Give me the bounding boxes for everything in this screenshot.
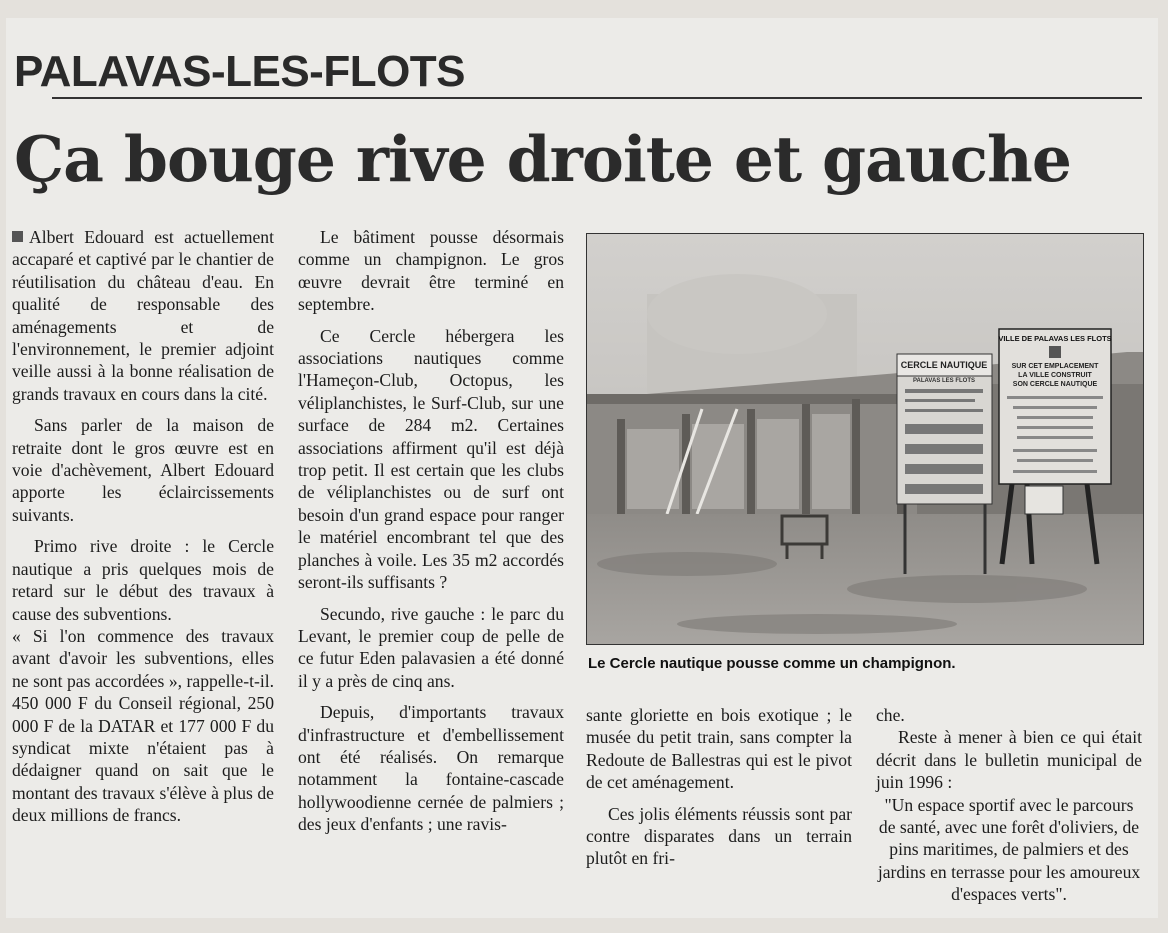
paragraph: Primo rive droite : le Cercle nautique a pris quelques mois de retard sur le début des travaux à cause des subventions. <box>12 536 274 624</box>
photo-illustration <box>587 234 1143 644</box>
paragraph: Sans parler de la maison de retraite dont le gros œuvre est en voie d'achèvement, Albert Edouard apporte les éclaircissements suivants. <box>12 415 274 525</box>
headline: Ça bouge rive droite et gauche <box>14 122 1071 196</box>
article-column-3 <box>586 704 852 879</box>
paragraph <box>12 226 274 405</box>
paragraph: Secundo, rive gauche : le parc du Levant, le premier coup de pelle de ce futur Eden palavasien a été donné il y a près de cinq ans. <box>298 603 564 691</box>
section-title: PALAVAS-LES-FLOTS <box>14 47 466 96</box>
paragraph: sante gloriette en bois exotique ; le musée du petit train, sans compter la Redoute de Ballestras qui est le pivot de cet aménagement. <box>586 705 852 793</box>
paragraph: Reste à mener à bien ce qui était décrit dans le bulletin municipal de juin 1996 : <box>876 727 1142 793</box>
sign-right-line-2: LA VILLE CONSTRUIT <box>1018 372 1092 379</box>
sign-left-subtitle: PALAVAS LES FLOTS <box>912 378 976 384</box>
sign-right-title: VILLE DE PALAVAS LES FLOTS <box>998 334 1112 343</box>
paragraph: che. <box>876 705 905 725</box>
paragraph: Ce Cercle hébergera les associations nautiques comme l'Hameçon-Club, Octopus, les véliplanchistes, le Surf-Club, sur une surface de 284 m2. Certaines associations affirment qu'il est déjà trop petit. Il est certain que les clubs de véliplanchistes ou de surf ont besoin d'un grand espace pour ranger le matériel encombrant tel que des planches à voile. Les 35 m2 accordés seront-ils suffisants ? <box>298 325 564 593</box>
section-rule <box>52 97 1142 99</box>
paragraph: Le bâtiment pousse désormais comme un champignon. Le gros œuvre devrait être terminé en septembre. <box>298 227 564 315</box>
article-column-4 <box>876 704 1142 915</box>
paragraph: « Si l'on commence des travaux avant d'avoir les subventions, elles ne sont pas accordées », rappelle-t-il. 450 000 F du Conseil régional, 250 000 F de la DATAR et 177 000 F du syndicat mixte n'étaient pas à dédaigner quand on sait que le montant des travaux s'élève à plus de deux millions de francs. <box>12 625 274 826</box>
article-column-2 <box>298 226 564 845</box>
sign-right-line-1: SUR CET EMPLACEMENT <box>1011 363 1099 370</box>
article-column-1 <box>12 226 274 836</box>
paragraph: Ces jolis éléments réussis sont par contre disparates dans un terrain plutôt en fri- <box>586 803 852 869</box>
square-bullet-icon <box>12 231 23 242</box>
paragraph: Depuis, d'importants travaux d'infrastructure et d'embellissement ont été réalisés. On remarque notamment la fontaine-cascade hollywoodienne cernée de palmiers ; des jeux d'enfants ; une ravis- <box>298 702 564 835</box>
paragraph-text: Albert Edouard est actuellement accaparé et captivé par le chantier de réutilisation du château d'eau. En qualité de responsable des aménagements et de l'environnement, le premier adjoint veille aussi à la bonne réalisation de grands travaux en cours dans la cité. <box>12 227 274 404</box>
sign-left-title: CERCLE NAUTIQUE <box>900 360 988 370</box>
photo-caption: Le Cercle nautique pousse comme un champignon. <box>588 655 956 672</box>
coat-of-arms-icon <box>1049 346 1061 358</box>
sign-right-line-3: SON CERCLE NAUTIQUE <box>1012 381 1098 388</box>
paragraph: "Un espace sportif avec le parcours de santé, avec une forêt d'oliviers, de pins maritimes, de palmiers et des jardins en terrasse pour les amoureux d'espaces verts". <box>877 794 1141 905</box>
construction-photo <box>586 233 1144 645</box>
